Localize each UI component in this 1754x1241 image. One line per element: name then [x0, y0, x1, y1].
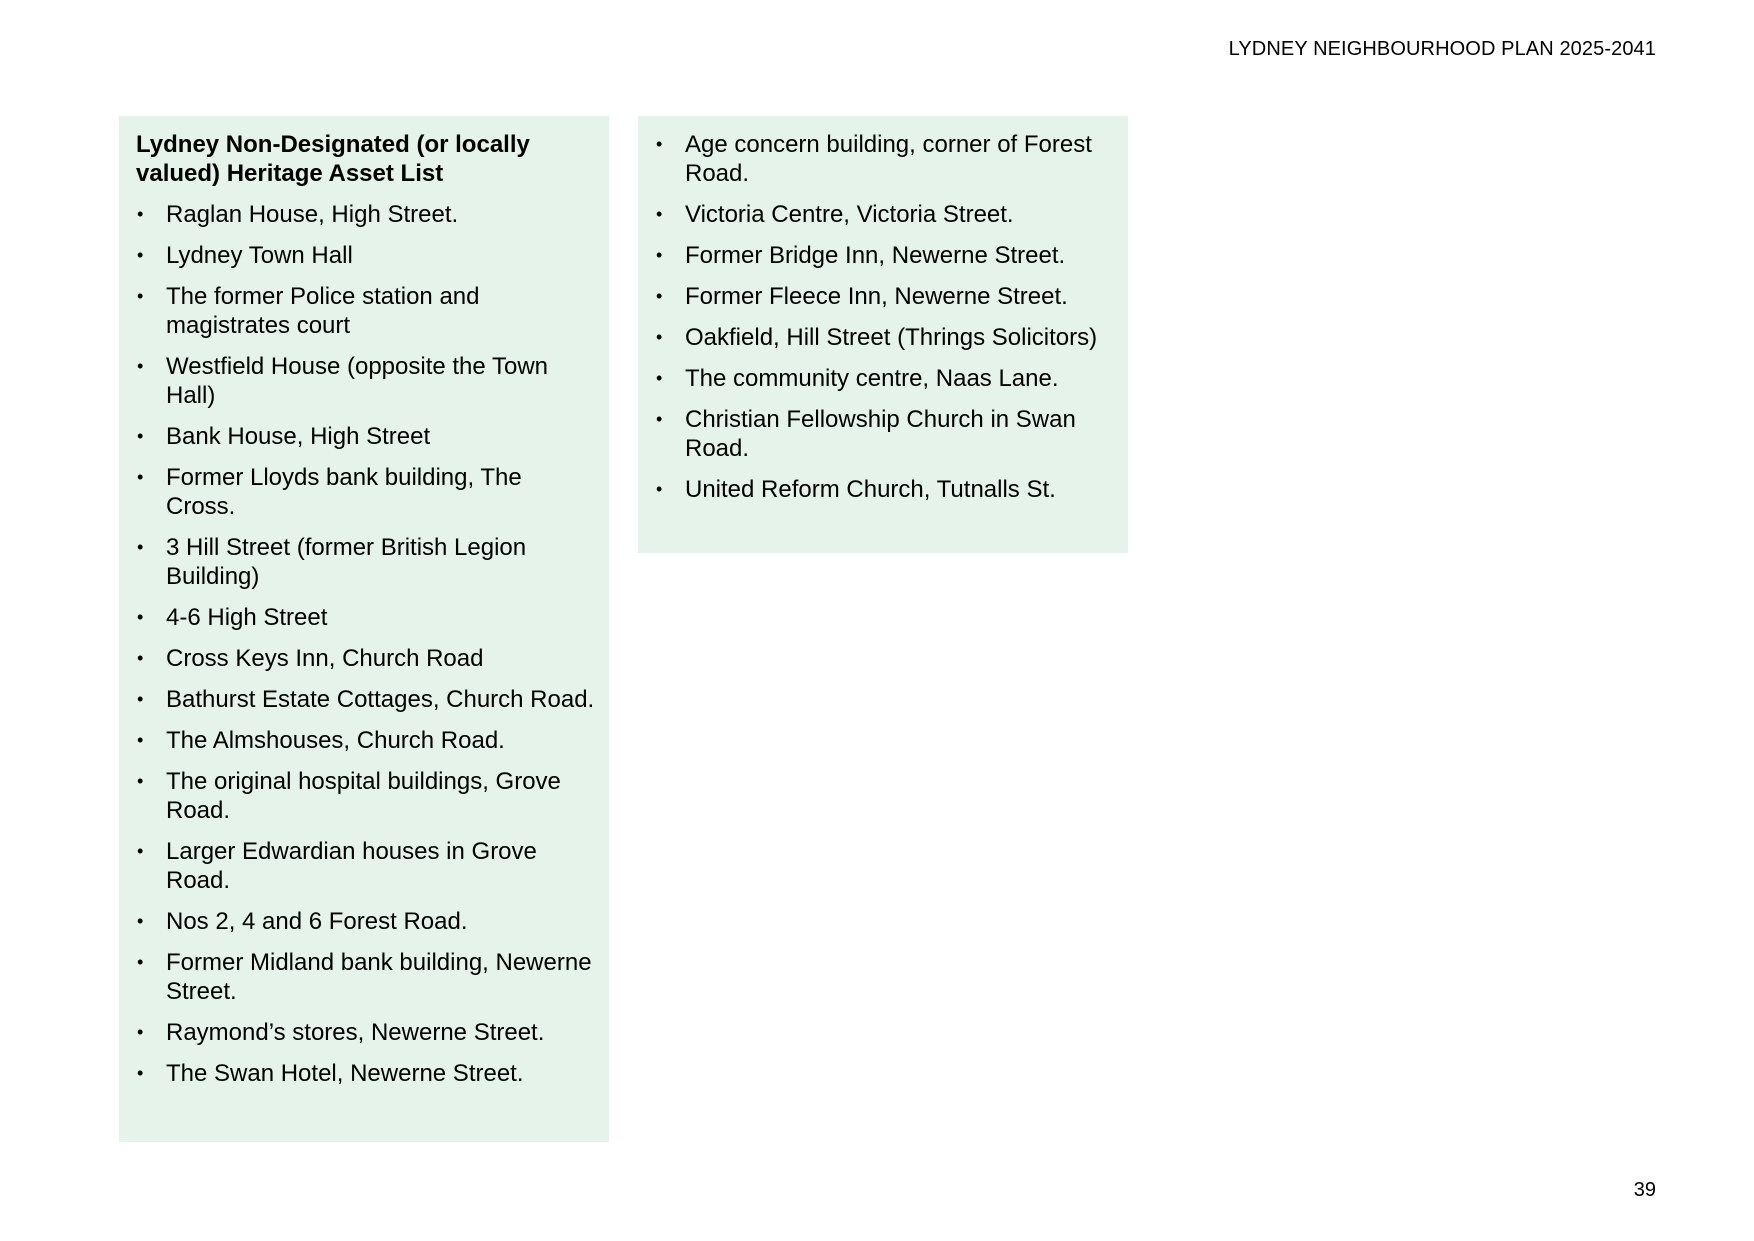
heritage-asset-item: • Christian Fellowship Church in Swan Road. — [655, 405, 1114, 463]
heritage-asset-item: • The former Police station and magistrates court — [136, 282, 595, 340]
heritage-asset-item: • Former Fleece Inn, Newerne Street. — [655, 282, 1114, 311]
page-number: 39 — [1633, 1179, 1656, 1201]
heritage-asset-item: • The Almshouses, Church Road. — [136, 726, 595, 755]
heritage-asset-item: • Raglan House, High Street. — [136, 200, 595, 229]
heritage-asset-item: • United Reform Church, Tutnalls St. — [655, 475, 1114, 504]
heritage-asset-item: • Bathurst Estate Cottages, Church Road. — [136, 685, 595, 714]
running-header: LYDNEY NEIGHBOURHOOD PLAN 2025-2041 — [1228, 38, 1656, 60]
heritage-asset-item: • Bank House, High Street — [136, 422, 595, 451]
heritage-asset-item: • The community centre, Naas Lane. — [655, 364, 1114, 393]
heritage-asset-item: • Former Lloyds bank building, The Cross. — [136, 463, 595, 521]
heritage-asset-list-column-2 — [655, 130, 1114, 504]
heritage-asset-item: • Age concern building, corner of Forest Road. — [655, 130, 1114, 188]
heritage-asset-item: • Lydney Town Hall — [136, 241, 595, 270]
heritage-asset-item: • Former Midland bank building, Newerne Street. — [136, 948, 595, 1006]
heritage-asset-item: • The Swan Hotel, Newerne Street. — [136, 1059, 595, 1088]
heritage-asset-item: • Oakfield, Hill Street (Thrings Solicitors) — [655, 323, 1114, 352]
heritage-asset-item: • Former Bridge Inn, Newerne Street. — [655, 241, 1114, 270]
heritage-list-panel-right — [638, 116, 1128, 553]
heritage-asset-item: • Raymond’s stores, Newerne Street. — [136, 1018, 595, 1047]
heritage-asset-item: • The original hospital buildings, Grove Road. — [136, 767, 595, 825]
heritage-asset-item: • 3 Hill Street (former British Legion Building) — [136, 533, 595, 591]
heritage-asset-item: • Cross Keys Inn, Church Road — [136, 644, 595, 673]
heritage-asset-item: • 4-6 High Street — [136, 603, 595, 632]
heritage-asset-item: • Victoria Centre, Victoria Street. — [655, 200, 1114, 229]
heritage-asset-item: • Larger Edwardian houses in Grove Road. — [136, 837, 595, 895]
heritage-asset-item: • Nos 2, 4 and 6 Forest Road. — [136, 907, 595, 936]
heritage-asset-item: • Westfield House (opposite the Town Hall) — [136, 352, 595, 410]
heritage-list-title: Lydney Non-Designated (or locally valued) Heritage Asset List — [136, 131, 530, 187]
heritage-list-panel-left — [119, 116, 609, 1142]
heritage-asset-list-column-1 — [136, 200, 595, 1088]
